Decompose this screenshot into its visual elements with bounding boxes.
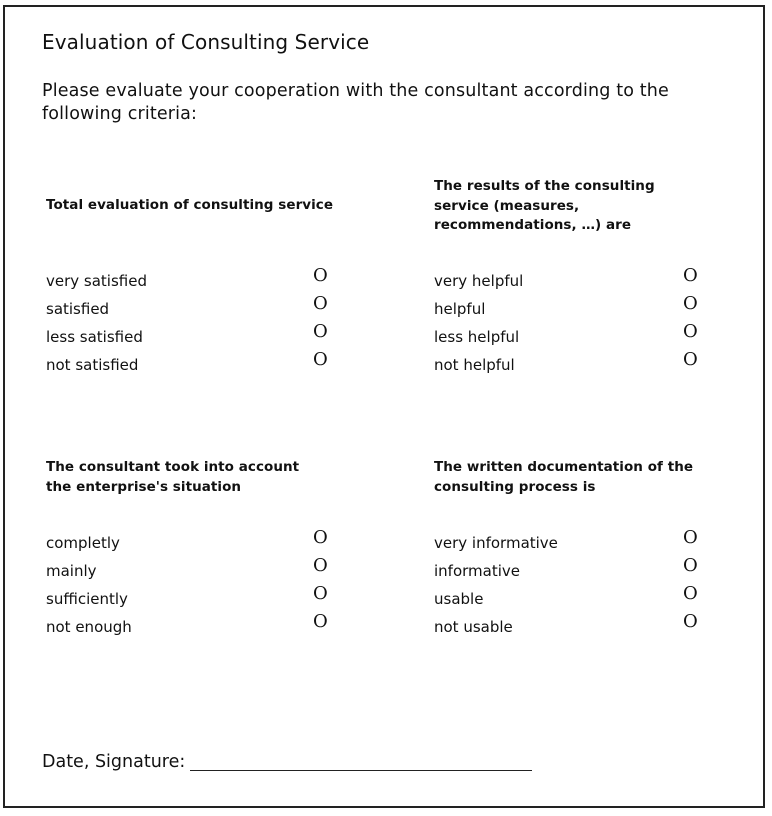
option-row[interactable] <box>46 349 336 383</box>
section-heading: The written documentation of the consulting process is <box>434 459 694 495</box>
option-label: not satisfied <box>46 356 139 374</box>
option-row[interactable] <box>46 583 336 617</box>
radio-circle-icon[interactable]: O <box>683 527 698 548</box>
option-label: sufficiently <box>46 590 128 608</box>
option-label: not usable <box>434 618 513 636</box>
radio-circle-icon[interactable]: O <box>683 583 698 604</box>
radio-circle-icon[interactable]: O <box>313 293 328 314</box>
option-label: very helpful <box>434 272 524 290</box>
radio-circle-icon[interactable]: O <box>683 349 698 370</box>
option-label: less helpful <box>434 328 520 346</box>
section-heading: The consultant took into account the enterprise's situation <box>46 459 300 495</box>
signature-label: Date, Signature: <box>42 752 186 772</box>
option-row[interactable] <box>434 583 714 617</box>
option-row[interactable] <box>46 293 336 327</box>
option-label: helpful <box>434 300 486 318</box>
option-label: mainly <box>46 562 97 580</box>
radio-circle-icon[interactable]: O <box>313 611 328 632</box>
option-label: informative <box>434 562 520 580</box>
option-row[interactable] <box>434 527 714 561</box>
radio-circle-icon[interactable]: O <box>683 293 698 314</box>
option-label: usable <box>434 590 484 608</box>
option-label: very satisfied <box>46 272 147 290</box>
option-label: satisfied <box>46 300 110 318</box>
option-label: less satisfied <box>46 328 143 346</box>
radio-circle-icon[interactable]: O <box>683 321 698 342</box>
radio-circle-icon[interactable]: O <box>313 527 328 548</box>
option-row[interactable] <box>434 555 714 589</box>
radio-circle-icon[interactable]: O <box>313 349 328 370</box>
section-heading: The results of the consulting service (measures, recommendations, …) are <box>434 178 655 233</box>
option-label: not enough <box>46 618 132 636</box>
radio-circle-icon[interactable]: O <box>313 321 328 342</box>
radio-circle-icon[interactable]: O <box>683 555 698 576</box>
option-row[interactable] <box>434 293 714 327</box>
section-heading: Total evaluation of consulting service <box>46 197 334 213</box>
radio-circle-icon[interactable]: O <box>313 583 328 604</box>
form-title: Evaluation of Consulting Service <box>42 30 370 54</box>
option-label: not helpful <box>434 356 515 374</box>
signature-line[interactable] <box>190 770 532 771</box>
radio-circle-icon[interactable]: O <box>313 265 328 286</box>
option-row[interactable] <box>46 555 336 589</box>
radio-circle-icon[interactable]: O <box>313 555 328 576</box>
radio-circle-icon[interactable]: O <box>683 265 698 286</box>
radio-circle-icon[interactable]: O <box>683 611 698 632</box>
form-intro: Please evaluate your cooperation with the consultant according to the following criteria: <box>42 81 669 124</box>
option-row[interactable] <box>46 321 336 355</box>
option-row[interactable] <box>46 265 336 299</box>
option-label: completly <box>46 534 120 552</box>
option-label: very informative <box>434 534 558 552</box>
option-row[interactable] <box>46 611 336 645</box>
option-row[interactable] <box>434 321 714 355</box>
option-row[interactable] <box>434 349 714 383</box>
option-row[interactable] <box>434 611 714 645</box>
option-row[interactable] <box>434 265 714 299</box>
option-row[interactable] <box>46 527 336 561</box>
